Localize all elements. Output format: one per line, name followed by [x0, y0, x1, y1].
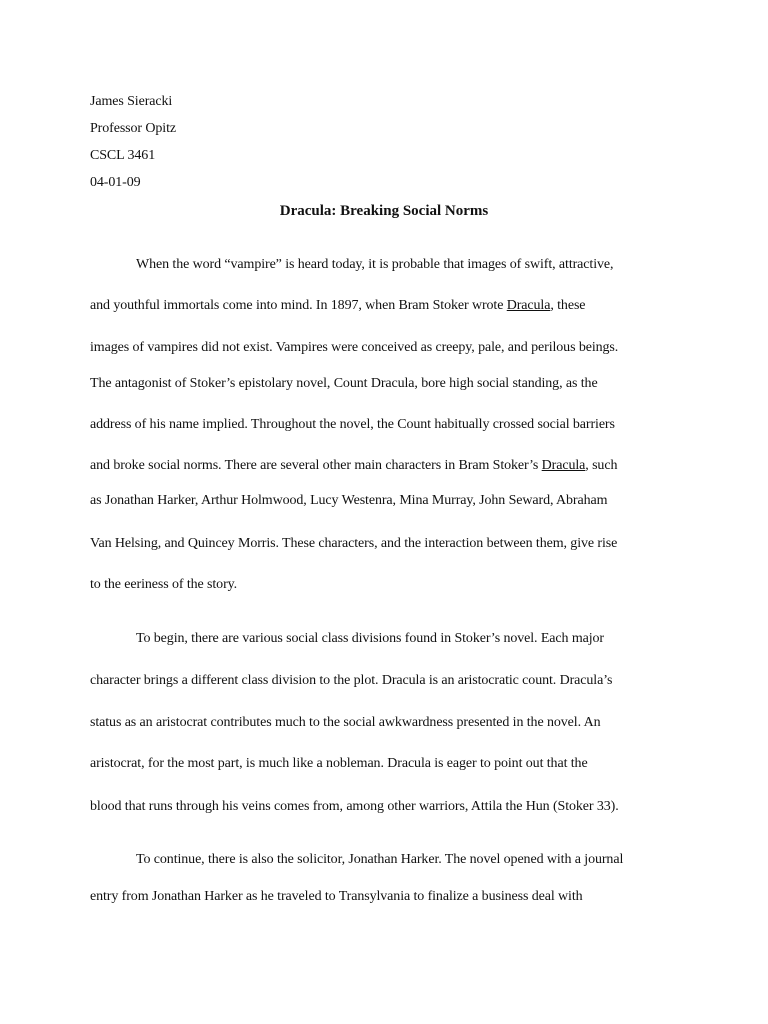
line-text-end: , such	[585, 458, 618, 473]
line-text: to the eeriness of the story.	[90, 577, 238, 592]
professor-name: Professor Opitz	[90, 121, 176, 136]
body-line	[90, 756, 588, 772]
body-line	[90, 715, 601, 731]
line-text-end: , these	[550, 298, 586, 313]
body-line	[90, 298, 585, 314]
underlined-book-title: Dracula	[506, 298, 551, 313]
line-text: status as an aristocrat contributes much to the social awkwardness presented in the novel. An	[90, 715, 601, 730]
body-line	[136, 631, 604, 647]
body-line	[90, 889, 583, 905]
underlined-book-title: Dracula	[541, 458, 586, 473]
line-text: blood that runs through his veins comes from, among other warriors, Attila the Hun (Stoker 33).	[90, 799, 619, 814]
line-text: The antagonist of Stoker’s epistolary novel, Count Dracula, bore high social standing, as the	[90, 376, 598, 391]
body-line	[90, 493, 607, 509]
line-text: character brings a different class division to the plot. Dracula is an aristocratic count. Dracula’s	[90, 673, 613, 688]
body-line	[90, 376, 598, 392]
body-line	[90, 799, 619, 815]
line-text: When the word “vampire” is heard today, it is probable that images of swift, attractive,	[136, 257, 614, 272]
paper-date: 04-01-09	[90, 175, 141, 190]
line-text: and youthful immortals come into mind. In 1897, when Bram Stoker wrote	[90, 298, 507, 313]
body-line	[90, 417, 615, 433]
line-text: as Jonathan Harker, Arthur Holmwood, Lucy Westenra, Mina Murray, John Seward, Abraham	[90, 493, 608, 508]
paper-title: Dracula: Breaking Social Norms	[279, 203, 489, 219]
author-name: James Sieracki	[90, 94, 173, 109]
line-text: and broke social norms. There are several other main characters in Bram Stoker’s	[90, 458, 542, 473]
line-text: entry from Jonathan Harker as he traveled to Transylvania to finalize a business deal with	[90, 889, 583, 904]
body-line	[90, 340, 618, 356]
body-line	[136, 852, 623, 868]
line-text: To continue, there is also the solicitor, Jonathan Harker. The novel opened with a journal	[136, 852, 624, 867]
body-line	[90, 536, 617, 552]
line-text: address of his name implied. Throughout the novel, the Count habitually crossed social barriers	[90, 417, 615, 432]
body-line	[90, 458, 617, 474]
body-line	[90, 673, 612, 689]
line-text: aristocrat, for the most part, is much like a nobleman. Dracula is eager to point out that the	[90, 756, 588, 771]
body-line	[136, 257, 613, 273]
line-text: images of vampires did not exist. Vampires were conceived as creepy, pale, and perilous beings.	[90, 340, 619, 355]
body-line	[90, 577, 237, 593]
line-text: To begin, there are various social class divisions found in Stoker’s novel. Each major	[136, 631, 604, 646]
course-number: CSCL 3461	[90, 148, 156, 163]
line-text: Van Helsing, and Quincey Morris. These characters, and the interaction between them, give rise	[90, 536, 618, 551]
